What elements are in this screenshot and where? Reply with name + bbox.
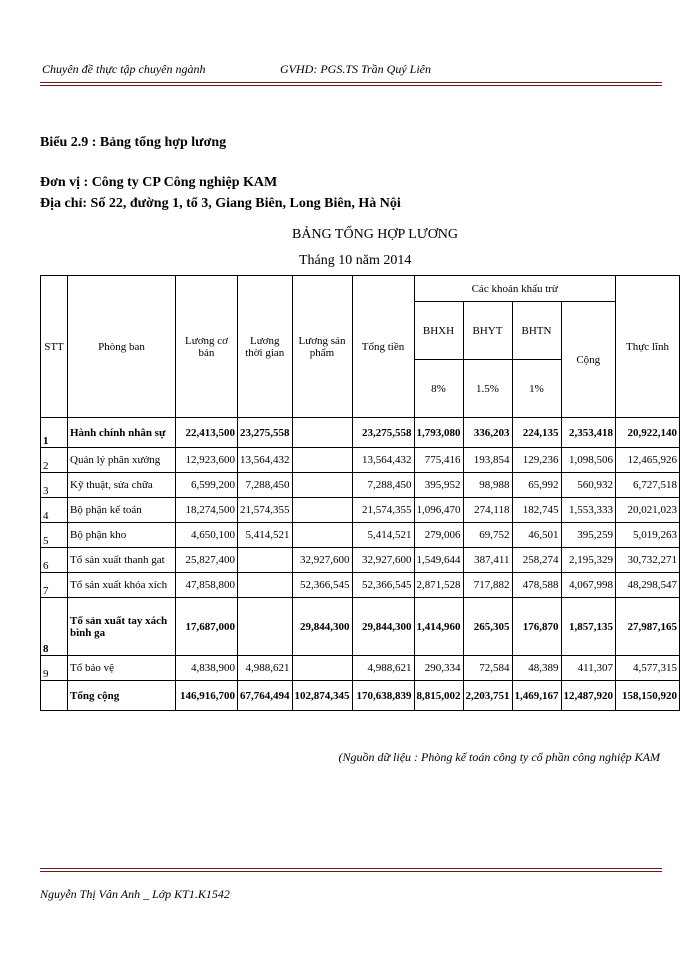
address-line: Địa chỉ: Số 22, đường 1, tổ 3, Giang Biên, Long Biên, Hà Nội <box>40 196 401 211</box>
total-cell-stt <box>41 681 68 711</box>
header-bhxh-rate: 8% <box>414 360 463 418</box>
cell-base: 12,923,600 <box>176 448 238 473</box>
cell-dept: Bộ phận kế toán <box>68 498 176 523</box>
cell-total: 23,275,558 <box>352 418 414 448</box>
cell-bhyt: 98,988 <box>463 473 512 498</box>
cell-time: 5,414,521 <box>238 523 293 548</box>
table-row <box>41 523 680 548</box>
cell-net: 20,922,140 <box>616 418 680 448</box>
cell-bhyt: 274,118 <box>463 498 512 523</box>
cell-stt: 3 <box>41 473 68 498</box>
cell-dept: Bộ phận kho <box>68 523 176 548</box>
header-net: Thực lĩnh <box>616 276 680 418</box>
cell-total: 21,574,355 <box>352 498 414 523</box>
cell-bhyt: 265,305 <box>463 598 512 656</box>
cell-bhtn: 48,389 <box>512 656 561 681</box>
cell-stt: 2 <box>41 448 68 473</box>
cell-bhyt: 72,584 <box>463 656 512 681</box>
header-product-salary: Lương sản phẩm <box>292 276 352 418</box>
cell-total: 29,844,300 <box>352 598 414 656</box>
header-bhyt: BHYT <box>463 302 512 360</box>
header-stt: STT <box>41 276 68 418</box>
document-title: Biểu 2.9 : Bảng tổng hợp lương <box>40 135 227 150</box>
table-row <box>41 498 680 523</box>
table-row <box>41 548 680 573</box>
cell-sum: 411,307 <box>561 656 616 681</box>
header-right: GVHD: PGS.TS Trần Quý Liên <box>280 62 432 76</box>
salary-table <box>40 275 680 711</box>
cell-sum: 560,932 <box>561 473 616 498</box>
cell-bhyt: 717,882 <box>463 573 512 598</box>
cell-bhtn: 65,992 <box>512 473 561 498</box>
header-time-salary: Lương thời gian <box>238 276 293 418</box>
cell-time <box>238 548 293 573</box>
cell-dept: Tổ sản xuất thanh gat <box>68 548 176 573</box>
total-cell-product: 102,874,345 <box>292 681 352 711</box>
header-base-salary: Lương cơ bản <box>176 276 238 418</box>
cell-bhxh: 1,414,960 <box>414 598 463 656</box>
cell-sum: 1,553,333 <box>561 498 616 523</box>
cell-total: 5,414,521 <box>352 523 414 548</box>
cell-product: 52,366,545 <box>292 573 352 598</box>
header-deductions: Các khoản khấu trừ <box>414 276 616 302</box>
cell-time <box>238 573 293 598</box>
cell-bhxh: 1,549,644 <box>414 548 463 573</box>
cell-net: 5,019,263 <box>616 523 680 548</box>
header-bhtn: BHTN <box>512 302 561 360</box>
cell-product <box>292 473 352 498</box>
cell-dept: Tổ sản xuất tay xách bình ga <box>68 598 176 656</box>
table-row <box>41 656 680 681</box>
cell-product <box>292 523 352 548</box>
total-cell-bhxh: 8,815,002 <box>414 681 463 711</box>
cell-net: 20,021,023 <box>616 498 680 523</box>
cell-sum: 2,195,329 <box>561 548 616 573</box>
cell-time: 4,988,621 <box>238 656 293 681</box>
cell-bhxh: 1,793,080 <box>414 418 463 448</box>
total-cell-base: 146,916,700 <box>176 681 238 711</box>
table-row <box>41 448 680 473</box>
cell-base: 17,687,000 <box>176 598 238 656</box>
cell-total: 52,366,545 <box>352 573 414 598</box>
unit-line: Đơn vị : Công ty CP Công nghiệp KAM <box>40 175 278 190</box>
cell-net: 4,577,315 <box>616 656 680 681</box>
table-title: BẢNG TỔNG HỢP LƯƠNG <box>292 227 459 242</box>
cell-stt: 5 <box>41 523 68 548</box>
cell-bhxh: 279,006 <box>414 523 463 548</box>
cell-bhyt: 387,411 <box>463 548 512 573</box>
total-cell-total: 170,638,839 <box>352 681 414 711</box>
table-month: Tháng 10 năm 2014 <box>299 253 412 268</box>
cell-stt: 7 <box>41 573 68 598</box>
header-dept: Phòng ban <box>68 276 176 418</box>
source-note: (Nguồn dữ liệu : Phòng kế toán công ty cổ phần công nghiệp KAM <box>338 750 660 764</box>
cell-stt: 9 <box>41 656 68 681</box>
total-row <box>41 681 680 711</box>
table-row <box>41 473 680 498</box>
cell-net: 48,298,547 <box>616 573 680 598</box>
cell-dept: Hành chính nhân sự <box>68 418 176 448</box>
cell-net: 27,987,165 <box>616 598 680 656</box>
cell-bhtn: 46,501 <box>512 523 561 548</box>
cell-base: 4,650,100 <box>176 523 238 548</box>
header-bhxh: BHXH <box>414 302 463 360</box>
cell-sum: 395,259 <box>561 523 616 548</box>
total-cell-time: 67,764,494 <box>238 681 293 711</box>
header-sum: Cộng <box>561 302 616 418</box>
cell-product <box>292 418 352 448</box>
cell-bhtn: 182,745 <box>512 498 561 523</box>
table-row <box>41 598 680 656</box>
cell-product <box>292 498 352 523</box>
cell-bhxh: 290,334 <box>414 656 463 681</box>
cell-total: 13,564,432 <box>352 448 414 473</box>
cell-sum: 1,098,506 <box>561 448 616 473</box>
cell-product <box>292 448 352 473</box>
header-divider <box>40 82 662 86</box>
cell-total: 4,988,621 <box>352 656 414 681</box>
cell-stt: 8 <box>41 598 68 656</box>
footer-divider <box>40 868 662 872</box>
cell-bhtn: 478,588 <box>512 573 561 598</box>
cell-time: 13,564,432 <box>238 448 293 473</box>
cell-time <box>238 598 293 656</box>
cell-product: 32,927,600 <box>292 548 352 573</box>
cell-dept: Tổ bảo vệ <box>68 656 176 681</box>
cell-dept: Quản lý phân xưởng <box>68 448 176 473</box>
cell-bhxh: 775,416 <box>414 448 463 473</box>
cell-time: 7,288,450 <box>238 473 293 498</box>
total-cell-bhtn: 1,469,167 <box>512 681 561 711</box>
cell-bhxh: 395,952 <box>414 473 463 498</box>
cell-base: 25,827,400 <box>176 548 238 573</box>
cell-bhyt: 193,854 <box>463 448 512 473</box>
page-footer: Nguyễn Thị Vân Anh _ Lớp KT1.K1542 <box>40 887 230 901</box>
cell-bhyt: 336,203 <box>463 418 512 448</box>
cell-bhtn: 129,236 <box>512 448 561 473</box>
cell-total: 32,927,600 <box>352 548 414 573</box>
cell-base: 47,858,800 <box>176 573 238 598</box>
cell-stt: 4 <box>41 498 68 523</box>
cell-net: 12,465,926 <box>616 448 680 473</box>
header-total: Tổng tiền <box>352 276 414 418</box>
cell-bhtn: 258,274 <box>512 548 561 573</box>
cell-dept: Tổ sản xuất khóa xích <box>68 573 176 598</box>
cell-time: 21,574,355 <box>238 498 293 523</box>
cell-base: 18,274,500 <box>176 498 238 523</box>
cell-bhxh: 1,096,470 <box>414 498 463 523</box>
total-cell-net: 158,150,920 <box>616 681 680 711</box>
header-bhtn-rate: 1% <box>512 360 561 418</box>
cell-net: 30,732,271 <box>616 548 680 573</box>
table-row <box>41 418 680 448</box>
table-row <box>41 573 680 598</box>
cell-total: 7,288,450 <box>352 473 414 498</box>
cell-base: 4,838,900 <box>176 656 238 681</box>
cell-product: 29,844,300 <box>292 598 352 656</box>
cell-bhtn: 176,870 <box>512 598 561 656</box>
cell-dept: Kỹ thuật, sửa chữa <box>68 473 176 498</box>
total-cell-sum: 12,487,920 <box>561 681 616 711</box>
header-left: Chuyên đề thực tập chuyên ngành <box>42 62 206 76</box>
cell-time: 23,275,558 <box>238 418 293 448</box>
cell-bhtn: 224,135 <box>512 418 561 448</box>
cell-sum: 2,353,418 <box>561 418 616 448</box>
cell-bhxh: 2,871,528 <box>414 573 463 598</box>
header-bhyt-rate: 1.5% <box>463 360 512 418</box>
cell-net: 6,727,518 <box>616 473 680 498</box>
cell-bhyt: 69,752 <box>463 523 512 548</box>
cell-stt: 1 <box>41 418 68 448</box>
cell-product <box>292 656 352 681</box>
total-cell-dept: Tổng cộng <box>68 681 176 711</box>
cell-sum: 4,067,998 <box>561 573 616 598</box>
cell-base: 6,599,200 <box>176 473 238 498</box>
total-cell-bhyt: 2,203,751 <box>463 681 512 711</box>
cell-sum: 1,857,135 <box>561 598 616 656</box>
cell-base: 22,413,500 <box>176 418 238 448</box>
cell-stt: 6 <box>41 548 68 573</box>
